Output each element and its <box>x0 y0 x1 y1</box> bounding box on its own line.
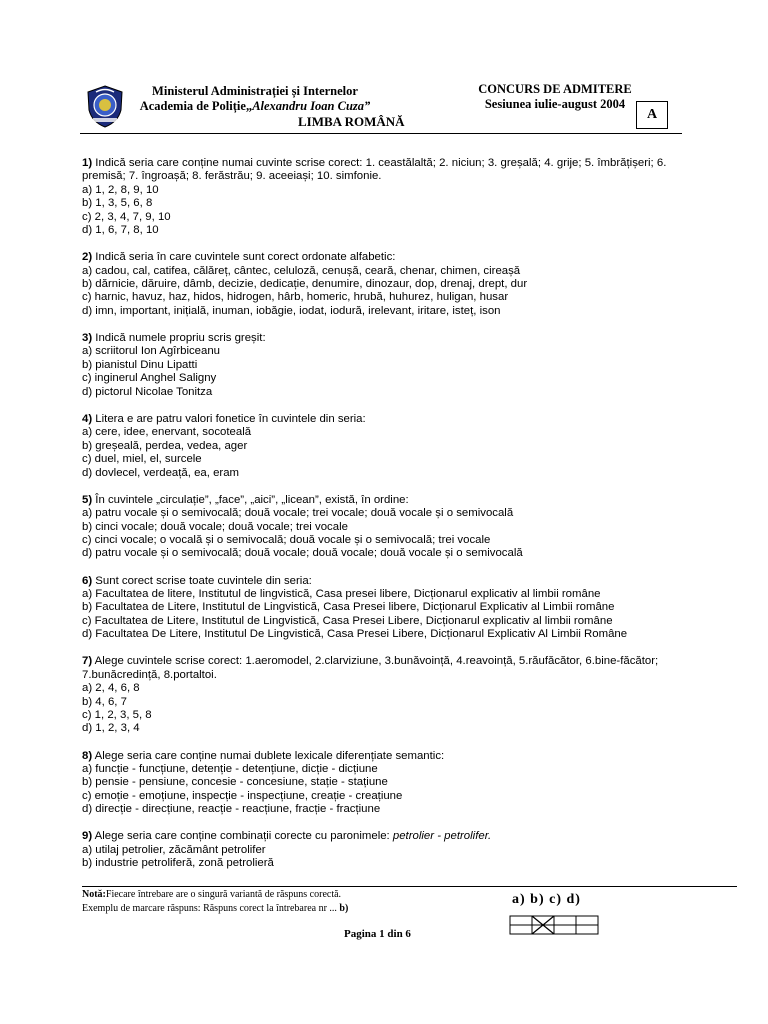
answer-option: a) utilaj petrolier, zăcământ petrolifer <box>82 843 266 856</box>
question-block <box>82 157 692 237</box>
question-block <box>82 655 692 735</box>
question-number: 6) <box>82 574 93 587</box>
answer-option: c) cinci vocale; o vocală și o semivocală; două vocale și o semivocală; trei vocale <box>82 533 491 546</box>
answer-option: b) industrie petroliferă, zonă petrolieră <box>82 857 274 870</box>
answer-option: d) Facultatea De Litere, Institutul De Lingvistică, Casa Presei Libere, Dicționarul Explicativ Al Limbii Române <box>82 628 628 641</box>
exam-title: CONCURS DE ADMITERE <box>478 82 632 96</box>
answer-option: a) 1, 2, 8, 9, 10 <box>82 183 159 196</box>
answer-option: a) Facultatea de litere, Institutul de lingvistică, Casa presei libere, Dicționarul explicativ al limbii române <box>82 587 601 600</box>
question-block <box>82 251 692 318</box>
subject-title: LIMBA ROMÂNĂ <box>298 114 405 129</box>
question-text <box>82 494 692 507</box>
answer-option: c) 1, 2, 3, 5, 8 <box>82 709 152 721</box>
answer-option: c) 2, 3, 4, 7, 9, 10 <box>82 210 171 223</box>
academy-line <box>130 99 380 114</box>
question-text <box>82 830 692 843</box>
answer-option: a) scriitorul Ion Agîrbiceanu <box>82 345 221 358</box>
ministry-name: Ministerul Administrației și Internelor <box>152 84 358 98</box>
question-number: 8) <box>82 749 93 762</box>
answer-option: b) cinci vocale; două vocale; două vocale; trei vocale <box>82 520 348 533</box>
answer-option: a) 2, 4, 6, 8 <box>82 682 140 695</box>
answer-option: b) 1, 3, 5, 6, 8 <box>82 197 153 210</box>
question-prompt: Indică numele propriu scris greșit: <box>92 332 266 345</box>
answer-option: d) pictorul Nicolae Tonitza <box>82 385 213 398</box>
answer-option: c) emoție - emoțiune, inspecție - inspecțiune, creație - creațiune <box>82 789 403 802</box>
question-prompt: Alege seria care conține combinații corecte cu paronimele: <box>92 830 393 843</box>
answer-letters: a) b) c) d) <box>512 892 581 907</box>
footer-note <box>82 888 348 916</box>
question-prompt: Litera e are patru valori fonetice în cuvintele din seria: <box>92 412 366 425</box>
question-text <box>82 750 692 763</box>
academy-name: Alexandru Ioan Cuza” <box>252 99 371 113</box>
answer-option: c) Facultatea de Litere, Institutul de Lingvistică, Casa Presei Libere, Dicționarul explicativ al limbii române <box>82 614 613 627</box>
answer-option: a) funcție - funcțiune, detenție - detențiune, dicție - dicțiune <box>82 763 378 776</box>
answer-option: b) greșeală, perdea, vedea, ager <box>82 439 248 452</box>
institution-header <box>130 84 380 114</box>
question-number: 4) <box>82 412 93 425</box>
question-number: 7) <box>82 655 93 668</box>
note-label: Notă: <box>82 889 106 900</box>
question-block <box>82 413 692 480</box>
question-prompt: Alege seria care conține numai dublete lexicale diferențiate semantic: <box>92 749 445 762</box>
question-number: 5) <box>82 493 93 506</box>
question-list <box>82 157 692 884</box>
example-text: Exemplu de marcare răspuns: Răspuns corect la întrebarea nr ... <box>82 903 337 914</box>
question-text <box>82 332 692 345</box>
note-line <box>82 888 348 902</box>
answer-option: d) imn, important, inițială, inuman, iobăgie, iodat, iodură, irelevant, iritare, isteț, ison <box>82 304 501 317</box>
exam-header <box>470 82 640 112</box>
question-text <box>82 157 692 184</box>
academy-prefix: Academia de Poliție„ <box>139 99 253 113</box>
answer-option: c) harnic, havuz, haz, hidos, hidrogen, hârb, homeric, hrubă, huhurez, huligan, husar <box>82 291 509 304</box>
answer-option: b) dărnicie, dăruire, dâmb, decizie, dedicație, denumire, dinozaur, dop, drenaj, drept, dur <box>82 278 528 291</box>
question-prompt: Sunt corect scrise toate cuvintele din seria: <box>92 574 312 587</box>
question-text <box>82 413 692 426</box>
answer-option: a) cere, idee, enervant, socoteală <box>82 426 252 439</box>
question-number: 9) <box>82 830 93 843</box>
answer-option: b) Facultatea de Litere, Institutul de Lingvistică, Casa Presei libere, Dicționarul Explicativ al Limbii române <box>82 601 615 614</box>
answer-option: c) duel, miel, el, surcele <box>82 453 202 466</box>
answer-option: b) pensie - pensiune, concesie - concesiune, stație - stațiune <box>82 776 388 789</box>
question-block <box>82 575 692 642</box>
example-line <box>82 902 348 916</box>
answer-grid <box>509 915 599 935</box>
page-number: Pagina 1 din 6 <box>344 928 411 940</box>
question-prompt: În cuvintele „circulație”, „face”, „aici”, „licean”, există, în ordine: <box>92 493 409 506</box>
question-block <box>82 830 692 870</box>
note-text: Fiecare întrebare are o singură variantă de răspuns corectă. <box>105 889 342 900</box>
answer-option: d) dovlecel, verdeață, ea, eram <box>82 466 240 479</box>
example-answer: b) <box>336 903 349 914</box>
answer-option: b) 4, 6, 7 <box>82 695 127 708</box>
variant-box: A <box>636 101 668 129</box>
question-block <box>82 332 692 399</box>
question-block <box>82 750 692 817</box>
answer-option: d) 1, 6, 7, 8, 10 <box>82 224 159 237</box>
question-prompt: Indică seria în care cuvintele sunt corect ordonate alfabetic: <box>92 251 396 264</box>
question-prompt: Indică seria care conține numai cuvinte scrise corect: 1. ceastălaltă; 2. niciun; 3. greșală; 4. grije; 5. îmbrățișeri; 6. premisă; 7. îngroașă; 8. ferăstrău; 9. aceeiași; 10. simfonie. <box>82 157 667 183</box>
exam-session: Sesiunea iulie-august 2004 <box>484 97 626 111</box>
question-number: 2) <box>82 251 93 264</box>
answer-option: d) direcție - direcțiune, reacție - reacțiune, fracție - fracțiune <box>82 803 381 816</box>
answer-option: b) pianistul Dinu Lipatti <box>82 358 198 371</box>
question-prompt: Alege cuvintele scrise corect: 1.aeromodel, 2.clarviziune, 3.bunăvoință, 4.reavoință, 5.răufăcător, 6.bine-făcător; 7.bunăcredință, 8.portaltoi. <box>82 655 659 681</box>
question-number: 1) <box>82 157 93 169</box>
answer-option: c) inginerul Anghel Saligny <box>82 372 217 385</box>
answer-option: d) patru vocale și o semivocală; două vocale; două vocale; două vocale și o semivocală <box>82 547 523 560</box>
answer-option: d) 1, 2, 3, 4 <box>82 722 140 735</box>
header-divider <box>80 133 682 134</box>
question-block <box>82 494 692 561</box>
answer-option: a) cadou, cal, catifea, călăreț, cântec, celuloză, cenușă, ceară, chenar, chimen, cireașă <box>82 264 521 277</box>
question-italic: petrolier - petrolifer. <box>392 830 492 843</box>
question-number: 3) <box>82 332 93 345</box>
question-text <box>82 251 692 264</box>
question-text <box>82 655 692 682</box>
question-text <box>82 575 692 588</box>
police-academy-logo <box>84 84 126 128</box>
footer-divider <box>82 886 737 887</box>
answer-option: a) patru vocale și o semivocală; două vocale; trei vocale; două vocale și o semivocală <box>82 507 514 520</box>
